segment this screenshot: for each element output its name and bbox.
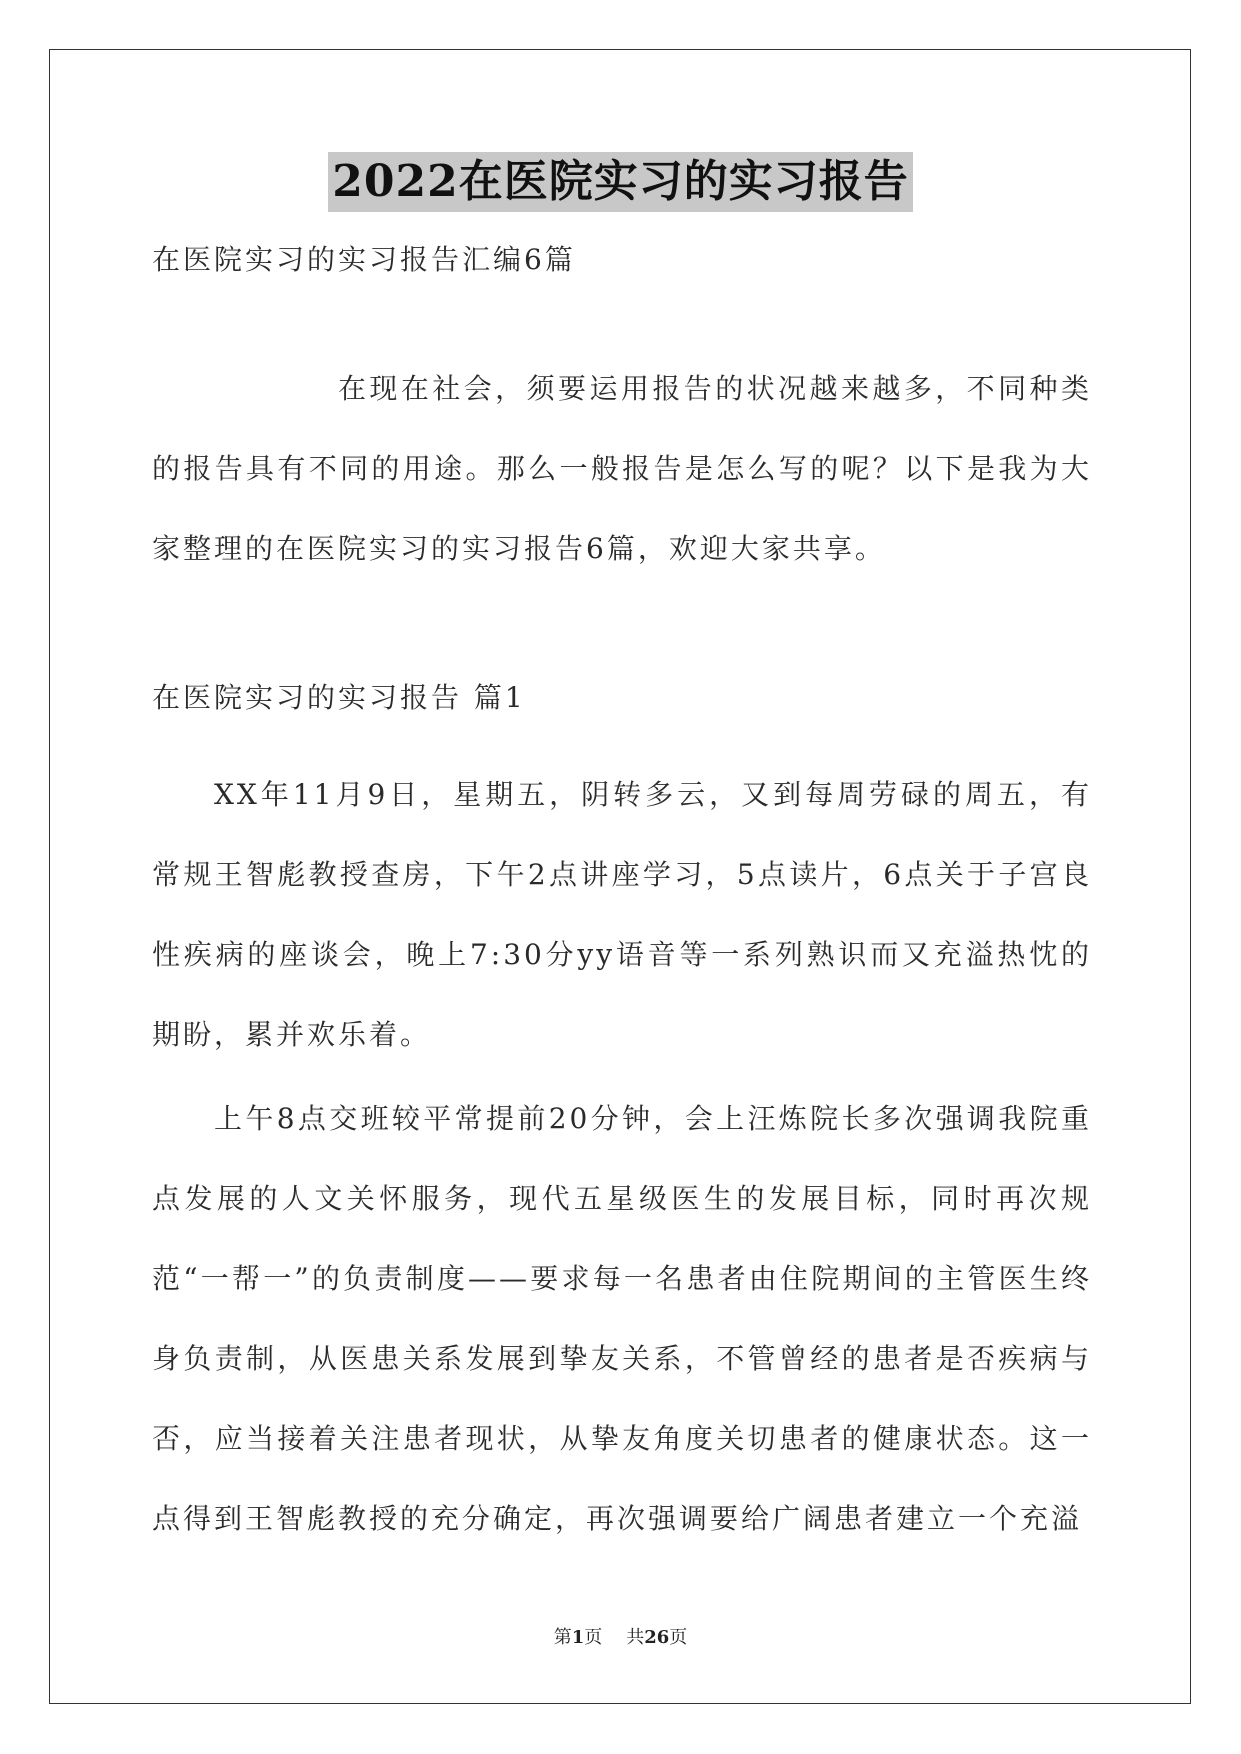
total-prefix: 共 xyxy=(626,1627,645,1648)
body-paragraph-1: XX年11月9日，星期五，阴转多云，又到每周劳碌的周五，有常规王智彪教授查房，下午2点讲座学习，5点读片，6点关于子宫良性疾病的座谈会，晚上7:30分yy语音等一系列熟识而又充溢热忱的期盼，累并欢乐着。 xyxy=(152,778,1092,1051)
current-page-number: 1 xyxy=(571,1627,585,1648)
body-paragraph-2: 上午8点交班较平常提前20分钟，会上汪炼院长多次强调我院重点发展的人文关怀服务，现代五星级医生的发展目标，同时再次规范“一帮一”的负责制度——要求每一名患者由住院期间的主管医生终身负责制，从医患关系发展到挚友关系，不管曾经的患者是否疾病与否，应当接着关注患者现状，从挚友角度关切患者的健康状态。这一点得到王智彪教授的充分确定，再次强调要给广阔患者建立一个充溢 xyxy=(152,1102,1092,1535)
section-heading: 在医院实习的实习报告 篇1 xyxy=(152,681,526,714)
title-container xyxy=(0,152,1241,212)
document-subtitle: 在医院实习的实习报告汇编6篇 xyxy=(152,243,576,276)
intro-paragraph: 在现在社会，须要运用报告的状况越来越多，不同种类的报告具有不同的用途。那么一般报告是怎么写的呢？以下是我为大家整理的在医院实习的实习报告6篇，欢迎大家共享。 xyxy=(152,372,1092,565)
page-prefix: 第 xyxy=(553,1627,572,1648)
total-page-count: 26 xyxy=(644,1627,670,1648)
total-suffix: 页 xyxy=(669,1627,688,1648)
page-suffix: 页 xyxy=(584,1627,603,1648)
document-title: 2022在医院实习的实习报告 xyxy=(328,152,912,212)
page-footer xyxy=(0,1626,1241,1650)
